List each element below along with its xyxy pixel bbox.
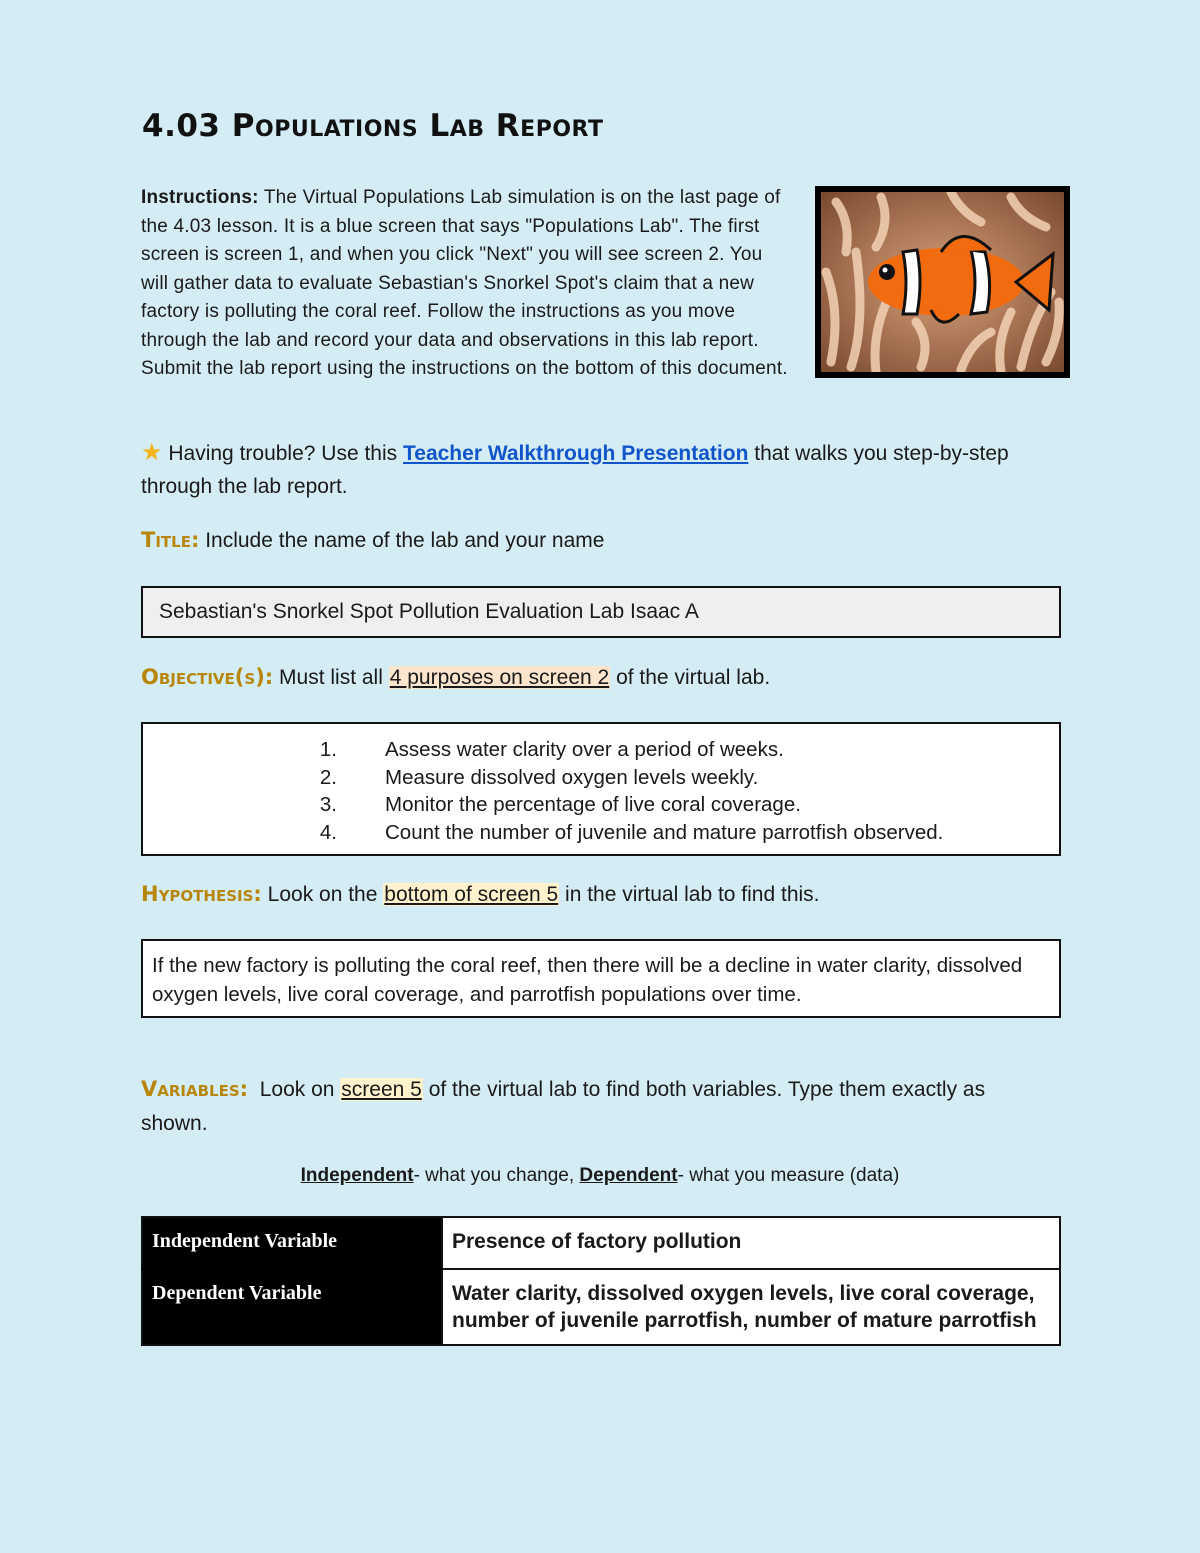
- table-row: [142, 1217, 1060, 1269]
- list-item-text: Count the number of juvenile and mature parrotfish observed.: [385, 820, 944, 844]
- list-item: [143, 819, 1059, 847]
- table-row: [142, 1269, 1060, 1345]
- help-note: [141, 436, 1041, 503]
- list-item-text: Measure dissolved oxygen levels weekly.: [385, 765, 759, 789]
- title-label: Title:: [141, 528, 200, 552]
- list-item-number: 3.: [319, 793, 337, 816]
- list-item: [143, 736, 1059, 764]
- hypothesis-prompt-post: in the virtual lab to find this.: [565, 883, 820, 906]
- variables-label: Variables:: [141, 1077, 249, 1101]
- list-item-number: 1.: [319, 738, 337, 761]
- dependent-variable-label: Dependent Variable: [142, 1269, 442, 1345]
- independent-term: Independent: [300, 1165, 414, 1186]
- star-icon: ★: [141, 439, 163, 466]
- dependent-definition: - what you measure (data): [677, 1165, 900, 1186]
- list-item: [143, 791, 1059, 819]
- hypothesis-label: Hypothesis:: [141, 882, 262, 906]
- variables-definition: [0, 1165, 1200, 1187]
- title-section-heading: [141, 528, 604, 553]
- hypothesis-section-heading: [141, 882, 820, 907]
- variables-prompt-pre: Look on: [259, 1078, 335, 1101]
- help-prefix: Having trouble? Use this: [168, 442, 398, 465]
- hypothesis-prompt-highlight: bottom of screen 5: [384, 883, 559, 906]
- instructions-text: The Virtual Populations Lab simulation is on the last page of the 4.03 lesson. It is a blue screen that says "Populations Lab". The first screen is screen 1, and when you click "Next" you will see screen 2. You will gather data to evaluate Sebastian's Snorkel Spot's claim that a new factory is polluting the coral reef. Follow the instructions as you move through the lab and record your data and observations in this lab report. Submit the lab report using the instructions on the bottom of this document.: [141, 187, 788, 379]
- walkthrough-link[interactable]: Teacher Walkthrough Presentation: [403, 442, 749, 465]
- variables-prompt-post: of the virtual lab to find both variables. Type them exactly as shown.: [141, 1078, 986, 1135]
- objective-prompt-post: of the virtual lab.: [616, 666, 771, 689]
- title-prompt: Include the name of the lab and your name: [205, 529, 605, 552]
- instructions-paragraph: [141, 184, 791, 384]
- variables-prompt-highlight: screen 5: [341, 1078, 422, 1101]
- dependent-term: Dependent: [579, 1165, 678, 1186]
- instructions-label: Instructions:: [141, 187, 259, 208]
- variables-table: [141, 1216, 1061, 1346]
- objective-section-heading: [141, 665, 770, 690]
- list-item-text: Monitor the percentage of live coral coverage.: [385, 793, 801, 816]
- clownfish-photo: [815, 186, 1070, 378]
- variables-section-heading: [141, 1072, 1021, 1141]
- objective-label: Objective(s):: [141, 665, 274, 689]
- hypothesis-prompt-pre: Look on the: [267, 883, 378, 906]
- help-suffix: that walks you step-by-step through the lab report.: [141, 442, 1009, 498]
- objective-prompt-highlight: 4 purposes on screen 2: [389, 666, 610, 689]
- list-item: [143, 764, 1059, 792]
- dependent-variable-field[interactable]: Water clarity, dissolved oxygen levels, live coral coverage, number of juvenile parrotfish, number of mature parrotfish: [442, 1269, 1060, 1345]
- hypothesis-answer-field[interactable]: If the new factory is polluting the coral reef, then there will be a decline in water clarity, dissolved oxygen levels, live coral coverage, and parrotfish populations over time.: [141, 939, 1061, 1018]
- list-item-number: 2.: [319, 765, 337, 789]
- clownfish-image: [821, 192, 1064, 372]
- list-item-text: Assess water clarity over a period of weeks.: [385, 738, 784, 761]
- independent-variable-label: Independent Variable: [142, 1217, 442, 1269]
- independent-variable-field[interactable]: Presence of factory pollution: [442, 1217, 1060, 1269]
- independent-definition: - what you change,: [413, 1165, 575, 1186]
- title-answer-field[interactable]: Sebastian's Snorkel Spot Pollution Evaluation Lab Isaac A: [141, 586, 1061, 638]
- page-title: 4.03 Populations Lab Report: [142, 108, 604, 144]
- list-item-number: 4.: [319, 820, 337, 844]
- objective-answer-field[interactable]: [141, 722, 1061, 856]
- objective-prompt-pre: Must list all: [279, 666, 383, 689]
